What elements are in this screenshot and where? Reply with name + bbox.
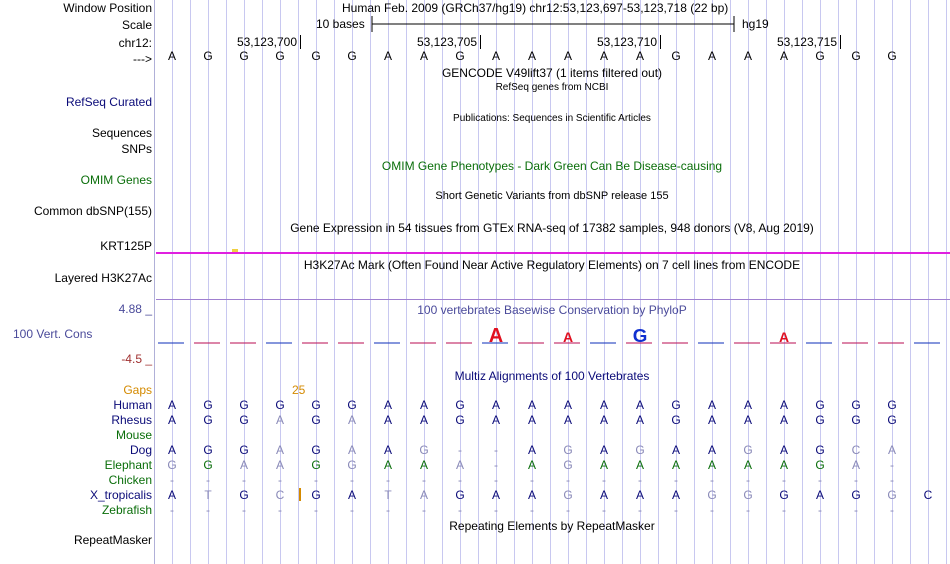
reference-base: A: [419, 49, 428, 63]
ruler-tick-label: 53,123,700: [236, 35, 297, 49]
alignment-base: G: [239, 443, 249, 457]
alignment-base: -: [890, 473, 894, 487]
phylop-max-value: 4.88 _: [118, 302, 152, 316]
reference-base: G: [347, 49, 357, 63]
phylop-score-bar: [194, 342, 220, 344]
scale-assembly-label: hg19: [742, 17, 769, 31]
reference-base: A: [167, 49, 176, 63]
alignment-base: G: [347, 458, 357, 472]
alignment-base: A: [455, 458, 464, 472]
alignment-base: -: [710, 503, 714, 517]
alignment-base: T: [384, 488, 392, 502]
alignment-base: A: [167, 488, 176, 502]
alignment-base: -: [746, 503, 750, 517]
publications-track-title[interactable]: Publications: Sequences in Scientific Articles: [453, 113, 651, 124]
h3k27ac-baseline: [156, 299, 950, 300]
alignment-base: G: [671, 398, 681, 412]
alignment-base: A: [635, 398, 644, 412]
scale-bar-label: 10 bases: [316, 17, 365, 31]
phylop-score-bar: [662, 342, 688, 344]
phylop-score-bar: [158, 342, 184, 344]
alignment-base: -: [350, 473, 354, 487]
ruler-tick-mark: [480, 35, 481, 49]
phylop-score-bar: [518, 342, 544, 344]
alignment-base: G: [311, 443, 321, 457]
alignment-base: A: [671, 443, 680, 457]
alignment-base: A: [707, 413, 716, 427]
omim-track-title[interactable]: OMIM Gene Phenotypes - Dark Green Can Be Disease-causing: [381, 159, 723, 173]
alignment-base: -: [458, 443, 462, 457]
alignment-base: G: [815, 398, 825, 412]
phylop-score-bar: [590, 342, 616, 344]
alignment-base: G: [743, 488, 753, 502]
alignment-base: -: [206, 473, 210, 487]
alignment-base: -: [818, 473, 822, 487]
alignment-base: G: [887, 488, 897, 502]
phylop-score-bar: [266, 342, 292, 344]
reference-base: G: [239, 49, 249, 63]
phylop-score-bar: [698, 342, 724, 344]
reference-base: A: [599, 49, 608, 63]
alignment-base: G: [239, 413, 249, 427]
alignment-species-label[interactable]: X_tropicalis: [89, 488, 152, 502]
alignment-species-label[interactable]: Elephant: [104, 458, 152, 472]
reference-base: G: [887, 49, 897, 63]
insertion-marker: [299, 488, 301, 501]
phylop-score-bar: [806, 342, 832, 344]
alignment-base: G: [239, 398, 249, 412]
alignment-base: G: [347, 398, 357, 412]
alignment-base: A: [599, 488, 608, 502]
alignment-base: A: [167, 398, 176, 412]
reference-base: A: [563, 49, 572, 63]
gtex-expression-mark: [232, 249, 238, 252]
alignment-base: -: [818, 503, 822, 517]
alignment-base: G: [311, 458, 321, 472]
alignment-base: G: [455, 398, 465, 412]
alignment-base: G: [563, 458, 573, 472]
reference-base: G: [851, 49, 861, 63]
refseq-track-title[interactable]: RefSeq genes from NCBI: [495, 82, 609, 93]
alignment-base: A: [599, 443, 608, 457]
alignment-base: A: [491, 413, 500, 427]
alignment-base: G: [851, 398, 861, 412]
alignment-base: A: [671, 458, 680, 472]
alignment-base: A: [275, 413, 284, 427]
gaps-label: Gaps: [123, 383, 152, 397]
alignment-base: G: [707, 488, 717, 502]
alignment-base: -: [854, 503, 858, 517]
alignment-base: G: [779, 488, 789, 502]
alignment-base: G: [203, 458, 213, 472]
alignment-base: A: [887, 443, 896, 457]
alignment-species-label[interactable]: Zebrafish: [101, 503, 152, 517]
alignment-base: A: [779, 443, 788, 457]
alignment-base: A: [635, 413, 644, 427]
alignment-base: A: [383, 443, 392, 457]
reference-sequence: [154, 49, 950, 63]
alignment-base: A: [491, 398, 500, 412]
alignment-base: G: [635, 443, 645, 457]
reference-base: A: [383, 49, 392, 63]
alignment-base: -: [278, 473, 282, 487]
alignment-base: A: [635, 458, 644, 472]
phylop-score-bar: [374, 342, 400, 344]
alignment-base: -: [746, 473, 750, 487]
reference-base: G: [815, 49, 825, 63]
alignment-base: G: [815, 458, 825, 472]
reference-base: G: [455, 49, 465, 63]
reference-base: G: [203, 49, 213, 63]
alignment-base: A: [347, 413, 356, 427]
alignment-base: -: [782, 503, 786, 517]
alignment-base: G: [851, 413, 861, 427]
alignment-base: A: [851, 458, 860, 472]
alignment-base: A: [347, 443, 356, 457]
alignment-base: -: [674, 473, 678, 487]
gtex-expression-line: [156, 252, 950, 254]
alignment-base: A: [419, 398, 428, 412]
alignment-base: -: [566, 503, 570, 517]
assembly-position-text: Human Feb. 2009 (GRCh37/hg19) chr12:53,123,697-53,123,718 (22 bp): [342, 1, 729, 15]
ruler-tick-label: 53,123,715: [776, 35, 837, 49]
alignment-species-label[interactable]: Rhesus: [111, 413, 152, 427]
alignment-base: A: [383, 413, 392, 427]
alignment-base: -: [422, 473, 426, 487]
strand-arrow-label: --->: [133, 52, 152, 66]
alignment-base: -: [170, 473, 174, 487]
common-dbsnp-label[interactable]: Common dbSNP(155): [33, 204, 152, 218]
alignment-species-label[interactable]: Dog: [129, 443, 152, 457]
alignment-base: A: [527, 443, 536, 457]
ruler-tick-mark: [840, 35, 841, 49]
alignment-base: G: [743, 443, 753, 457]
reference-base: G: [671, 49, 681, 63]
phylop-letter: A: [562, 329, 574, 345]
alignment-base: -: [602, 473, 606, 487]
alignment-base: G: [851, 488, 861, 502]
phylop-logo: [154, 318, 950, 354]
layered-h3k27ac-label[interactable]: Layered H3K27Ac: [54, 271, 152, 285]
alignment-base: A: [563, 398, 572, 412]
alignment-base: -: [494, 473, 498, 487]
alignment-base: A: [779, 458, 788, 472]
gap-count: 25: [292, 383, 306, 397]
alignment-base: G: [563, 443, 573, 457]
alignment-base: A: [743, 413, 752, 427]
alignment-base: -: [674, 503, 678, 517]
alignment-row: [154, 428, 950, 442]
phylop-score-bar: [302, 342, 328, 344]
alignment-base: -: [242, 503, 246, 517]
alignment-row: [154, 413, 950, 427]
reference-base: A: [527, 49, 536, 63]
alignment-row: [154, 473, 950, 487]
alignment-base: A: [383, 458, 392, 472]
alignment-base: G: [563, 488, 573, 502]
alignment-base: G: [455, 413, 465, 427]
alignment-base: -: [458, 503, 462, 517]
phylop-letter: G: [632, 325, 648, 346]
alignment-base: -: [890, 458, 894, 472]
phylop-min-value: -4.5 _: [121, 352, 152, 366]
alignment-base: T: [204, 488, 212, 502]
scale-bar: [370, 14, 736, 34]
alignment-base: A: [779, 413, 788, 427]
reference-base: A: [707, 49, 716, 63]
alignment-species-label[interactable]: Human: [113, 398, 152, 412]
alignment-base: A: [743, 398, 752, 412]
reference-base: A: [635, 49, 644, 63]
alignment-base: G: [887, 413, 897, 427]
window-position-label: Window Position: [63, 1, 152, 15]
phylop-track-title[interactable]: 100 vertebrates Basewise Conservation by PhyloP: [417, 303, 687, 317]
snps-label[interactable]: SNPs: [121, 142, 152, 156]
phylop-score-bar: [878, 342, 904, 344]
phylop-score-bar: [734, 342, 760, 344]
alignment-base: A: [599, 413, 608, 427]
alignment-base: G: [311, 488, 321, 502]
alignment-base: A: [419, 458, 428, 472]
alignment-row: [154, 398, 950, 412]
phylop-score-bar: [410, 342, 436, 344]
phylop-score-bar: [842, 342, 868, 344]
alignment-base: -: [278, 503, 282, 517]
dbsnp-track-title[interactable]: Short Genetic Variants from dbSNP release 155: [435, 190, 669, 202]
phylop-score-bar: [230, 342, 256, 344]
alignment-base: A: [671, 488, 680, 502]
alignment-base: -: [782, 473, 786, 487]
alignment-base: A: [707, 443, 716, 457]
alignment-base: G: [203, 443, 213, 457]
phylop-score-bar: [338, 342, 364, 344]
gencode-track-title[interactable]: GENCODE V49lift37 (1 items filtered out): [441, 66, 663, 80]
alignment-base: C: [923, 488, 933, 502]
alignment-base: G: [203, 413, 213, 427]
alignment-base: A: [347, 488, 356, 502]
ruler-tick-mark: [660, 35, 661, 49]
phylop-letter: A: [778, 329, 790, 345]
phylop-score-bar: [446, 342, 472, 344]
alignment-base: -: [530, 503, 534, 517]
alignment-base: A: [527, 488, 536, 502]
reference-base: A: [491, 49, 500, 63]
alignment-base: -: [350, 503, 354, 517]
alignment-base: -: [170, 503, 174, 517]
alignment-base: A: [707, 398, 716, 412]
alignment-base: -: [494, 443, 498, 457]
alignment-base: A: [527, 458, 536, 472]
phylop-letter: A: [488, 325, 504, 347]
alignment-base: -: [638, 503, 642, 517]
phylop-track-label[interactable]: 100 Vert. Cons: [13, 327, 93, 341]
chromosome-label: chr12:: [118, 36, 152, 50]
alignment-row: [154, 458, 950, 472]
alignment-base: A: [527, 398, 536, 412]
phylop-score-bar: [914, 342, 940, 344]
sequences-label[interactable]: Sequences: [91, 126, 152, 140]
alignment-base: -: [422, 503, 426, 517]
alignment-base: G: [203, 398, 213, 412]
alignment-base: G: [419, 443, 429, 457]
alignment-base: -: [710, 473, 714, 487]
alignment-base: A: [563, 413, 572, 427]
ruler-tick-mark: [300, 35, 301, 49]
alignment-base: A: [239, 458, 248, 472]
alignment-row: [154, 503, 950, 517]
alignment-base: G: [815, 413, 825, 427]
alignment-base: G: [815, 443, 825, 457]
reference-base: A: [743, 49, 752, 63]
reference-base: G: [275, 49, 285, 63]
alignment-base: A: [815, 488, 824, 502]
repeatmasker-track-title[interactable]: Repeating Elements by RepeatMasker: [449, 519, 655, 533]
alignment-base: -: [854, 473, 858, 487]
ruler-tick-label: 53,123,710: [596, 35, 657, 49]
alignment-base: A: [527, 413, 536, 427]
alignment-row: [154, 488, 950, 502]
alignment-base: -: [494, 503, 498, 517]
reference-base: G: [311, 49, 321, 63]
alignment-base: A: [275, 458, 284, 472]
alignment-base: G: [167, 458, 177, 472]
alignment-base: A: [743, 458, 752, 472]
alignment-base: -: [566, 473, 570, 487]
alignment-base: G: [455, 488, 465, 502]
alignment-base: G: [887, 398, 897, 412]
alignment-base: C: [275, 488, 285, 502]
h3k27ac-track-title[interactable]: H3K27Ac Mark (Often Found Near Active Regulatory Elements) on 7 cell lines from ENCODE: [303, 258, 801, 272]
alignment-base: -: [602, 503, 606, 517]
alignment-base: A: [779, 398, 788, 412]
alignment-base: -: [386, 503, 390, 517]
omim-genes-label[interactable]: OMIM Genes: [80, 173, 152, 187]
gtex-gene-label[interactable]: KRT125P: [100, 239, 152, 253]
alignment-base: -: [530, 473, 534, 487]
alignment-base: A: [275, 443, 284, 457]
alignment-base: G: [239, 488, 249, 502]
refseq-curated-label[interactable]: RefSeq Curated: [65, 95, 152, 109]
alignment-base: -: [890, 503, 894, 517]
reference-base: A: [779, 49, 788, 63]
alignment-base: A: [419, 488, 428, 502]
alignment-base: G: [275, 398, 285, 412]
alignment-base: A: [167, 443, 176, 457]
alignment-base: G: [311, 413, 321, 427]
alignment-base: G: [311, 398, 321, 412]
alignment-base: A: [707, 458, 716, 472]
alignment-base: -: [206, 503, 210, 517]
alignment-base: -: [638, 473, 642, 487]
alignment-base: -: [242, 473, 246, 487]
alignment-base: A: [599, 458, 608, 472]
gtex-track-title[interactable]: Gene Expression in 54 tissues from GTEx RNA-seq of 17382 samples, 948 donors (V8, Aug 2019): [290, 221, 814, 235]
alignment-base: -: [494, 458, 498, 472]
alignment-base: -: [314, 503, 318, 517]
repeatmasker-label[interactable]: RepeatMasker: [73, 533, 152, 547]
alignment-base: A: [383, 398, 392, 412]
alignment-base: A: [599, 398, 608, 412]
alignment-row: [154, 443, 950, 457]
alignment-base: -: [314, 473, 318, 487]
alignment-base: G: [671, 413, 681, 427]
alignment-species-label[interactable]: Mouse: [115, 428, 152, 442]
scale-label: Scale: [121, 18, 152, 32]
alignment-base: A: [635, 488, 644, 502]
alignment-base: A: [167, 413, 176, 427]
multiz-track-title[interactable]: Multiz Alignments of 100 Vertebrates: [454, 369, 650, 383]
alignment-base: C: [851, 443, 861, 457]
alignment-base: A: [419, 413, 428, 427]
ruler-tick-label: 53,123,705: [416, 35, 477, 49]
alignment-base: A: [491, 488, 500, 502]
alignment-base: -: [386, 473, 390, 487]
alignment-species-label[interactable]: Chicken: [108, 473, 152, 487]
alignment-base: -: [458, 473, 462, 487]
